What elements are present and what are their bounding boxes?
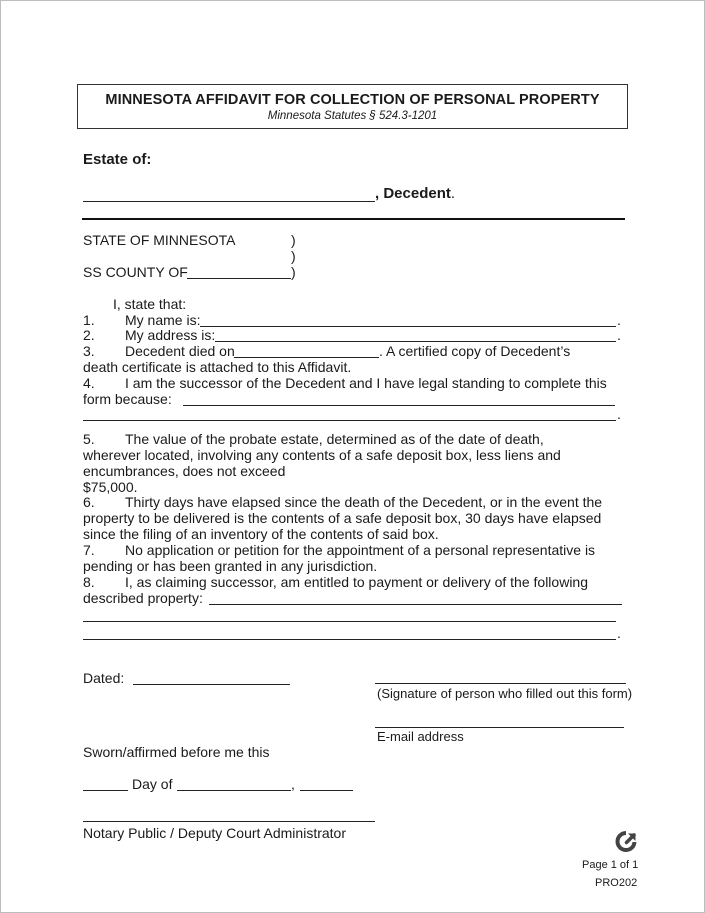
estate-label: Estate of: (83, 151, 152, 168)
form-logo-icon (615, 830, 637, 854)
county-field[interactable] (187, 278, 291, 279)
notary-label: Notary Public / Deputy Court Administrator (83, 825, 346, 841)
sworn-label: Sworn/affirmed before me this (83, 744, 270, 760)
address-field[interactable] (215, 341, 616, 342)
thirty-days-statement: Thirty days have elapsed since the death of the Decedent, or in the event the (125, 494, 603, 510)
title-box (77, 84, 628, 129)
death-date-field[interactable] (234, 357, 379, 358)
property-field-2[interactable] (83, 621, 616, 622)
section-divider (82, 218, 625, 220)
statute-reference: Minnesota Statutes § 524.3-1201 (267, 110, 438, 122)
day-of-label: Day of (132, 776, 173, 792)
standing-reason-field-2[interactable] (83, 420, 616, 421)
standing-reason-field[interactable] (183, 405, 615, 406)
estate-value-statement: The value of the probate estate, determined as of the date of death, (125, 431, 544, 447)
signature-field[interactable] (375, 683, 626, 684)
successor-statement: I am the successor of the Decedent and I have legal standing to complete this (125, 375, 607, 391)
day-field[interactable] (83, 790, 128, 791)
intro-statement: I, state that: (113, 296, 187, 312)
property-field-3[interactable] (83, 639, 616, 640)
no-application-statement: No application or petition for the appointment of a personal representative is (125, 542, 596, 558)
death-date-label: Decedent died on (125, 343, 235, 359)
document-title: MINNESOTA AFFIDAVIT FOR COLLECTION OF PERSONAL PROPERTY (105, 92, 600, 108)
property-statement: I, as claiming successor, am entitled to payment or delivery of the following (125, 574, 588, 590)
signature-caption: (Signature of person who filled out this form) (377, 686, 633, 701)
document-page: MINNESOTA AFFIDAVIT FOR COLLECTION OF PERSONAL PROPERTY Minnesota Statutes § 524.3-1201 Estate of: , Decedent. STATE OF MINNESOTA ) ) SS COUNTY OF ) I, state that: 1. My name is: . 2. My address is: . 3. Decedent died on . A certified copy of Decedent’s death certificate is attached to this Affidavit. 4. I am the successor of the Decedent and I have legal standing to complete this form because: . 5. The value of the probate estate, determined as of the date of death, wherever located, involving any contents of a safe deposit box, less liens and encumbrances, does not exceed $75,000. 6. Thirty days have elapsed since the death of the Decedent, or in the event the property to be delivered is the contents of a safe deposit box, 30 days have elapsed since the filing of an inventory of the contents of said box. 7. No application or petition for the appointment of a personal representative is pending or has been granted in any jurisdiction. 8. I, as claiming successor, am entitled to payment or delivery of the following described property: . Dated: (Signature of person who filled out this form) E-mail address Sworn/affirmed before me this Day of , Notary Public / Deputy Court Administrator Page 1 of 1 PRO202 (0, 0, 705, 913)
address-label: My address is: (125, 327, 216, 343)
property-field[interactable] (209, 604, 622, 605)
page-number: Page 1 of 1 (582, 859, 639, 871)
decedent-name-field[interactable] (83, 201, 375, 202)
county-label: SS COUNTY OF (83, 264, 188, 280)
year-field[interactable] (300, 790, 353, 791)
state-label: STATE OF MINNESOTA (83, 232, 236, 248)
month-field[interactable] (177, 790, 291, 791)
notary-signature-field[interactable] (83, 821, 375, 822)
dated-field[interactable] (133, 684, 290, 685)
email-caption: E-mail address (377, 729, 464, 744)
form-code: PRO202 (595, 877, 638, 889)
name-label: My name is: (125, 312, 201, 328)
decedent-label: , Decedent (375, 185, 451, 202)
name-field[interactable] (200, 326, 616, 327)
dated-label: Dated: (83, 670, 125, 686)
email-field[interactable] (375, 727, 624, 728)
